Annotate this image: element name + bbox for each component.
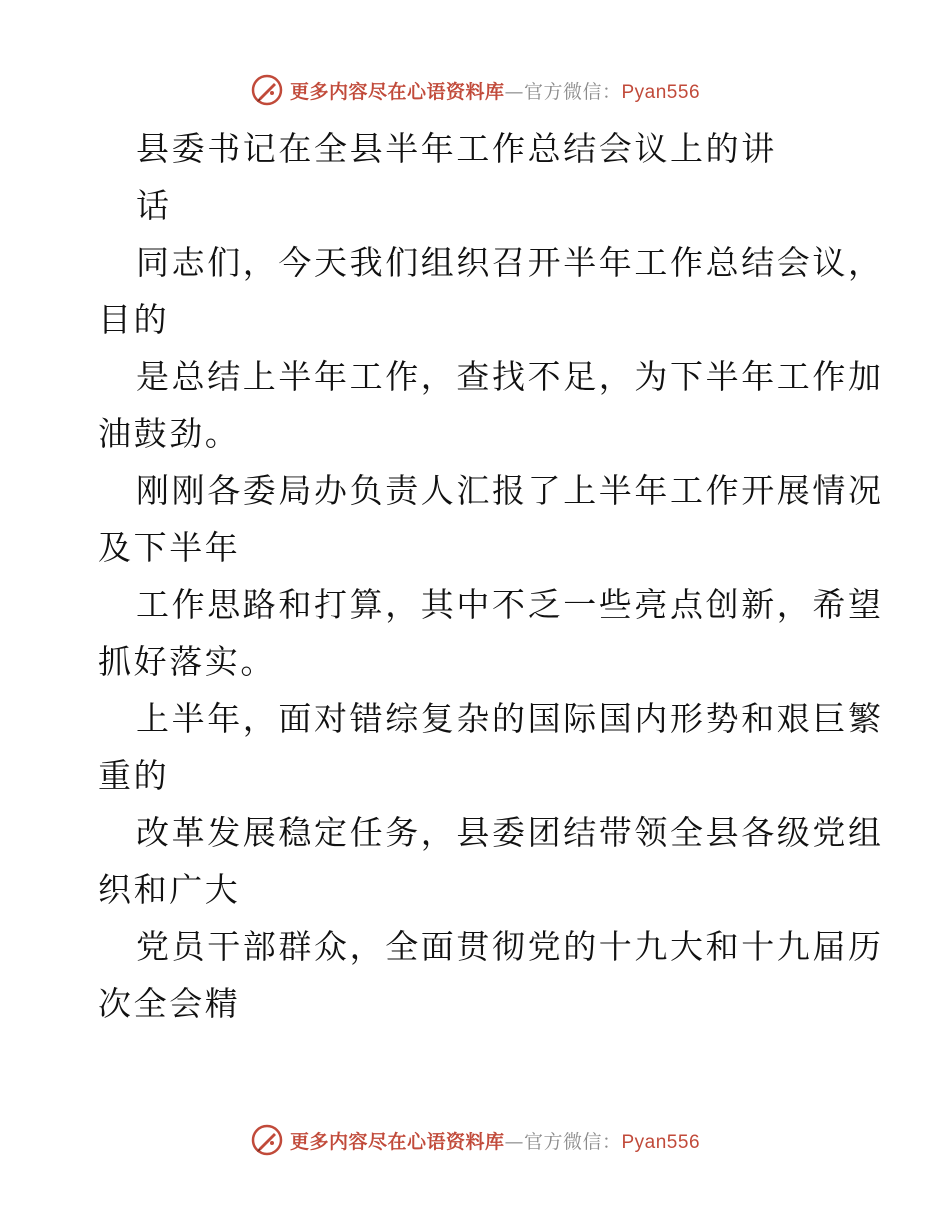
watermark-text xyxy=(290,77,700,104)
paragraph-line: 同志们，今天我们组织召开半年工作总结会议， xyxy=(136,243,884,282)
watermark-wechat-id: Pyan556 xyxy=(621,1131,701,1153)
pen-logo-icon xyxy=(250,73,284,107)
paragraph-line: 党员干部群众，全面贯彻党的十九大和十九届历 xyxy=(136,927,884,966)
watermark-text xyxy=(290,1127,700,1154)
paragraph-line: 次全会精 xyxy=(98,984,241,1023)
paragraph-line: 油鼓劲。 xyxy=(98,414,241,453)
paragraph-line: 目的 xyxy=(98,300,170,339)
watermark-label: 官方微信： xyxy=(523,80,622,103)
document-body xyxy=(98,120,884,1032)
document-title-line-2: 话 xyxy=(136,186,172,225)
footer-watermark xyxy=(0,1120,950,1160)
watermark-dash: — xyxy=(504,80,524,103)
watermark-main-text: 更多内容尽在心语资料库 xyxy=(289,1130,505,1153)
paragraph-line: 及下半年 xyxy=(98,528,241,567)
paragraph-line: 上半年，面对错综复杂的国际国内形势和艰巨繁 xyxy=(136,699,884,738)
paragraph-line: 抓好落实。 xyxy=(98,642,276,681)
watermark-main-text: 更多内容尽在心语资料库 xyxy=(289,80,505,103)
paragraph-line: 刚刚各委局办负责人汇报了上半年工作开展情况 xyxy=(136,471,884,510)
paragraph-line: 重的 xyxy=(98,756,170,795)
header-watermark xyxy=(0,70,950,110)
paragraph-line: 工作思路和打算，其中不乏一些亮点创新，希望 xyxy=(136,585,884,624)
paragraph-line: 织和广大 xyxy=(98,870,241,909)
document-title-line-1: 县委书记在全县半年工作总结会议上的讲 xyxy=(136,129,777,168)
watermark-wechat-id: Pyan556 xyxy=(621,81,701,103)
watermark-dash: — xyxy=(504,1130,524,1153)
watermark-label: 官方微信： xyxy=(523,1130,622,1153)
pen-logo-icon xyxy=(250,1123,284,1157)
paragraph-line: 改革发展稳定任务，县委团结带领全县各级党组 xyxy=(136,813,884,852)
paragraph-line: 是总结上半年工作，查找不足，为下半年工作加 xyxy=(136,357,884,396)
